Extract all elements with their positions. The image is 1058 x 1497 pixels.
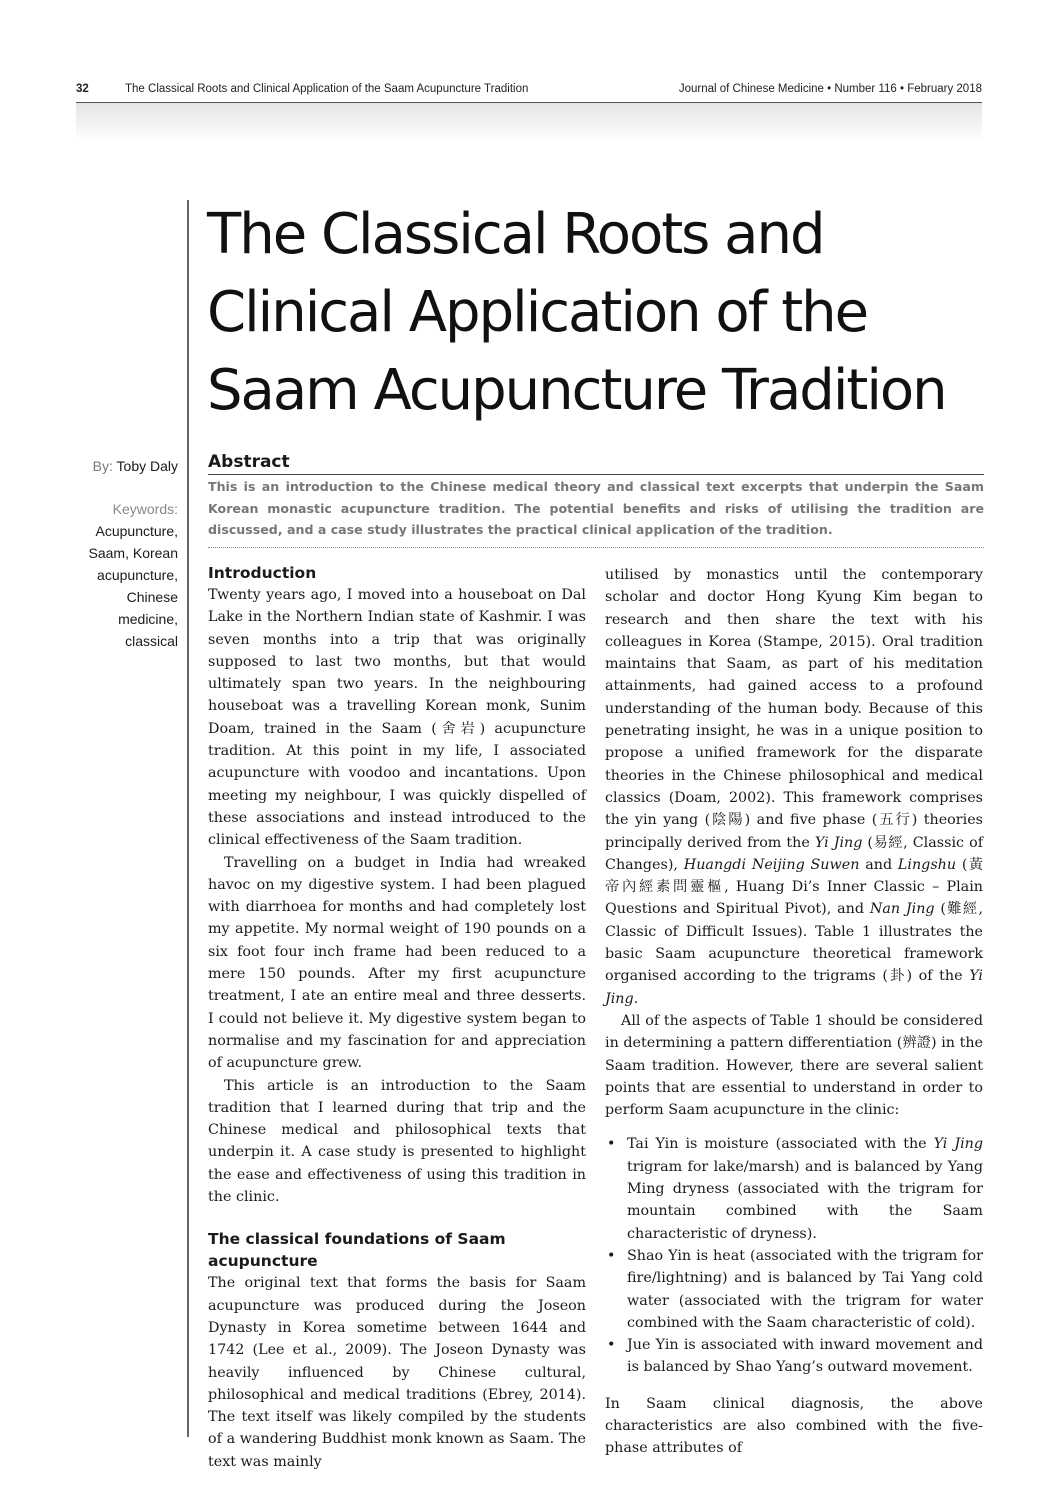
text-run: In Saam clinical diagnosis, the above characteristics are also combined with the five-phase attributes of: [605, 1395, 983, 1457]
paragraph: [605, 564, 983, 1010]
text-run: (難經, Classic of Difficult Issues). Table 1 illustrates the basic Saam acupuncture theoretical framework organised according to the trigrams (卦) of the: [605, 901, 984, 985]
list-item: [605, 1245, 983, 1334]
list-item: [605, 1133, 983, 1244]
italic-text: Yi Jing: [933, 1136, 983, 1153]
text-run: and: [859, 856, 898, 873]
text-run: Twenty years ago, I moved into a houseboat on Dal Lake in the Northern Indian state of Kashmir. I was seven months into a trip that was originally supposed to last two months, but that would ultimately span two years. In the neighbouring houseboat was a travelling Korean monk, Sunim Doam, trained in the Saam (舍岩) acupuncture tradition. At this point in my life, I associated acupuncture with voodoo and incantations. Upon meeting my neighbour, I was quickly dispelled of these associations and instead introduced to the clinical effectiveness of the Saam tradition.: [208, 587, 586, 849]
italic-text: Huangdi Neijing Suwen: [683, 856, 860, 873]
vertical-divider: [187, 200, 189, 1437]
text-run: .: [633, 990, 639, 1007]
header-band: [76, 102, 982, 142]
italic-text: Yi Jing: [605, 968, 983, 1007]
page-number: 32: [76, 83, 89, 95]
paragraph: [605, 1010, 983, 1121]
italic-text: Nan Jing: [869, 901, 935, 918]
byline-label: By:: [92, 458, 113, 474]
keywords-label: Keywords:: [112, 501, 178, 517]
keywords: [68, 498, 178, 652]
text-run: Travelling on a budget in India had wreaked havoc on my digestive system. I had been plagued with diarrhoea for months and had completely lost my appetite. My normal weight of 190 pounds on a six foot four inch frame had been reduced to a mere 150 pounds. After my first acupuncture treatment, I ate an entire meal and three desserts. I could not believe it. My digestive system began to normalise and my fascination for and appreciation of acupuncture grew.: [208, 854, 586, 1072]
text-run: Shao Yin is heat (associated with the trigram for fire/lightning) and is balanced by Tai Yang cold water (associated with the trigram for water combined with the Saam characteristic of cold).: [627, 1247, 983, 1331]
text-run: All of the aspects of Table 1 should be considered in determining a pattern differentiation (辨證) in the Saam tradition. However, there are several salient points that are essential to understand in order to perform Saam acupuncture in the clinic:: [605, 1012, 983, 1119]
column-1: [208, 562, 586, 1473]
italic-text: Lingshu: [897, 856, 957, 873]
author: Toby Daly: [116, 458, 178, 474]
paragraph: [208, 584, 586, 852]
bullet-list: [605, 1133, 983, 1378]
keywords-text: Acupuncture, Saam, Korean acupuncture, Chinese medicine, classical: [88, 523, 178, 649]
text-run: (易經, Classic of Changes),: [605, 834, 983, 873]
paragraph: [605, 1393, 983, 1460]
text-run: trigram for lake/marsh) and is balanced by Yang Ming dryness (associated with the trigram for mountain combined with the Saam characteristic of dryness).: [627, 1158, 983, 1242]
paragraph: [208, 1075, 586, 1209]
byline: [93, 455, 178, 477]
list-item: [605, 1334, 983, 1379]
text-run: Jue Yin is associated with inward movement and is balanced by Shao Yang’s outward movement.: [627, 1337, 983, 1376]
article-title: The Classical Roots and Clinical Application of the Saam Acupuncture Tradition: [207, 202, 946, 423]
section-heading: The classical foundations of Saam acupuncture: [208, 1230, 506, 1271]
abstract-heading: Abstract: [208, 450, 984, 475]
abstract-text: This is an introduction to the Chinese medical theory and classical text excerpts that underpin the Saam Korean monastic acupuncture tradition. The potential benefits and risks of utilising the tradition are discussed, and a case study illustrates the practical clinical application of the tradition.: [208, 476, 984, 548]
italic-text: Yi Jing: [814, 834, 863, 851]
section-heading: Introduction: [208, 564, 317, 582]
running-title: The Classical Roots and Clinical Application of the Saam Acupuncture Tradition: [125, 83, 529, 95]
text-run: (黃帝內經素問靈樞, Huang Di’s Inner Classic – Plain Questions and Spiritual Pivot), and: [605, 856, 983, 918]
text-run: This article is an introduction to the Saam tradition that I learned during that trip and the Chinese medical and philosophical texts that underpin it. A case study is presented to highlight the ease and effectiveness of using this tradition in the clinic.: [208, 1077, 586, 1206]
text-run: The original text that forms the basis for Saam acupuncture was produced during the Joseon Dynasty in Korea sometime between 1644 and 1742 (Lee et al., 2009). The Joseon Dynasty was heavily influenced by Chinese cultural, philosophical and medical traditions (Ebrey, 2014). The text itself was likely compiled by the students of a wandering Buddhist monk known as Saam. The text was mainly: [208, 1275, 586, 1470]
text-run: Tai Yin is moisture (associated with the: [627, 1136, 934, 1153]
paragraph: [208, 1272, 586, 1473]
text-run: utilised by monastics until the contemporary scholar and doctor Hong Kyung Kim began to research and then share the text with his colleagues in Korea (Stampe, 2015). Oral tradition maintains that Saam, as part of his meditation attainments, had gained access to a profound understanding of the human body. Because of this penetrating insight, he was in a unique position to propose a unified framework for the disparate theories in the Chinese philosophical and medical classics (Doam, 2002). This framework comprises the yin yang (陰陽) and five phase (五行) theories principally derived from the: [605, 567, 983, 851]
column-2: [605, 564, 983, 1460]
journal-info: Journal of Chinese Medicine • Number 116 • February 2018: [678, 83, 982, 95]
paragraph: [208, 852, 586, 1075]
